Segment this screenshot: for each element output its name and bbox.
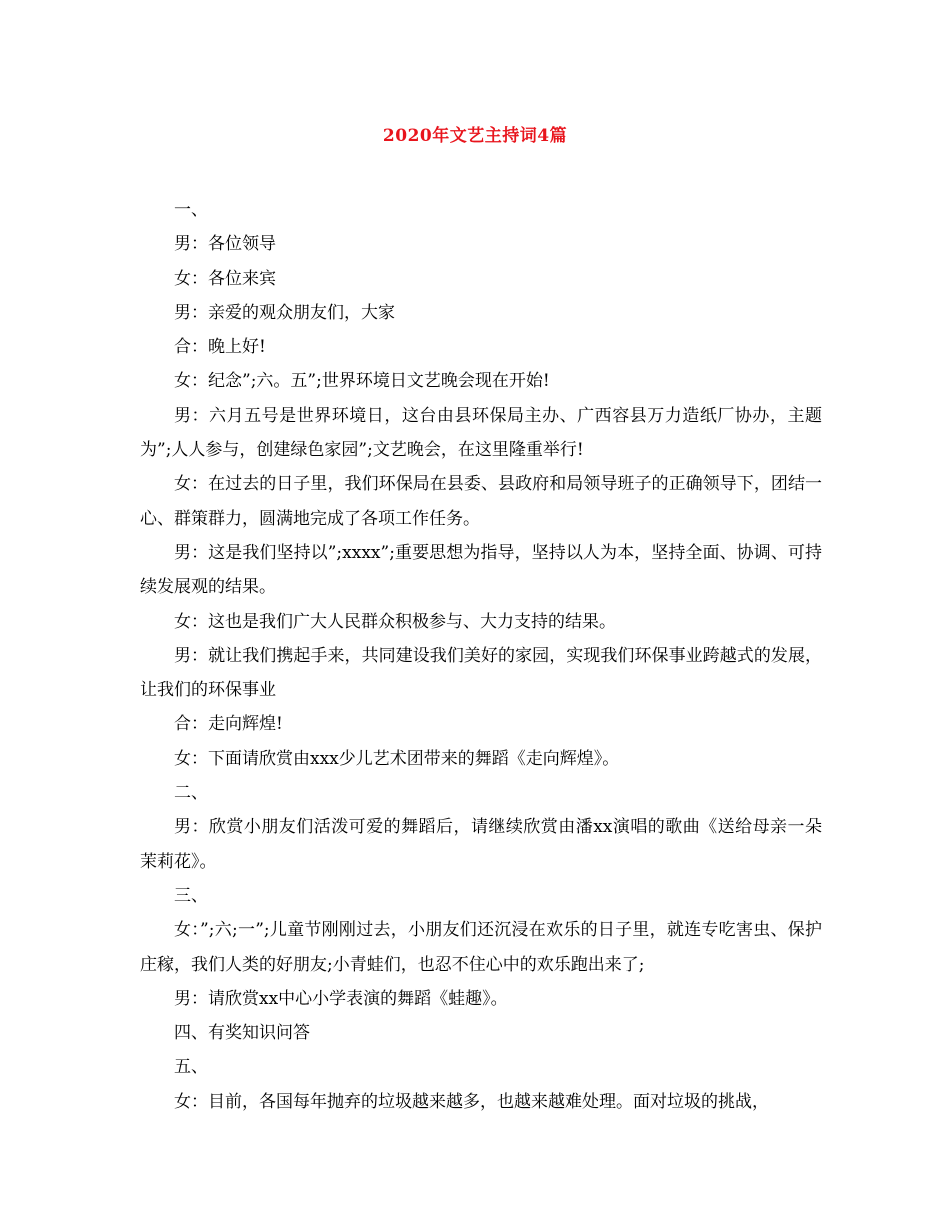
paragraph: 男：欣赏小朋友们活泼可爱的舞蹈后，请继续欣赏由潘xx演唱的歌曲《送给母亲一朵茉莉花》。 [140,817,822,872]
paragraph: 男：六月五号是世界环境日，这台由县环保局主办、广西容县万力造纸厂协办，主题为”;人人参与，创建绿色家园”;文艺晚会，在这里隆重举行! [140,405,822,461]
paragraph: 女：”;六;一”;儿童节刚刚过去，小朋友们还沉浸在欢乐的日子里，就连专吃害虫、保护庄稼，我们人类的好朋友;小青蛙们，也忍不住心中的欢乐跑出来了; [140,920,822,975]
paragraph: 女：在过去的日子里，我们环保局在县委、县政府和局领导班子的正确领导下，团结一心、群策群力，圆满地完成了各项工作任务。 [140,474,822,529]
paragraph: 女：目前，各国每年抛弃的垃圾越来越多，也越来越难处理。面对垃圾的挑战， [174,1091,769,1112]
paragraph: 一、 [174,200,208,220]
paragraph: 女：各位来宾 [174,268,276,289]
paragraph: 男：各位领导 [174,234,276,255]
document-title: 2020年文艺主持词4篇 [382,126,568,146]
paragraph: 三、 [174,885,208,906]
paragraph: 男：请欣赏xx中心小学表演的舞蹈《蛙趣》。 [174,988,508,1009]
paragraph: 男：这是我们坚持以”;xxxx”;重要思想为指导，坚持以人为本，坚持全面、协调、可持续发展观的结果。 [140,542,822,598]
paragraph: 女：这也是我们广大人民群众积极参与、大力支持的结果。 [174,611,616,632]
document-body [140,193,822,1119]
paragraph: 二、 [174,783,208,804]
paragraph: 女：纪念”;六。五”;世界环境日文艺晚会现在开始! [174,371,550,392]
paragraph: 男：亲爱的观众朋友们，大家 [174,302,395,323]
paragraph: 男：就让我们携起手来，共同建设我们美好的家园，实现我们环保事业跨越式的发展，让我们的环保事业 [140,645,822,701]
paragraph: 合：走向辉煌! [174,714,283,735]
paragraph: 女：下面请欣赏由xxx少儿艺术团带来的舞蹈《走向辉煌》。 [174,748,620,769]
paragraph: 五、 [174,1057,208,1078]
paragraph: 四、有奖知识问答 [174,1023,310,1044]
paragraph: 合：晚上好! [174,337,266,358]
